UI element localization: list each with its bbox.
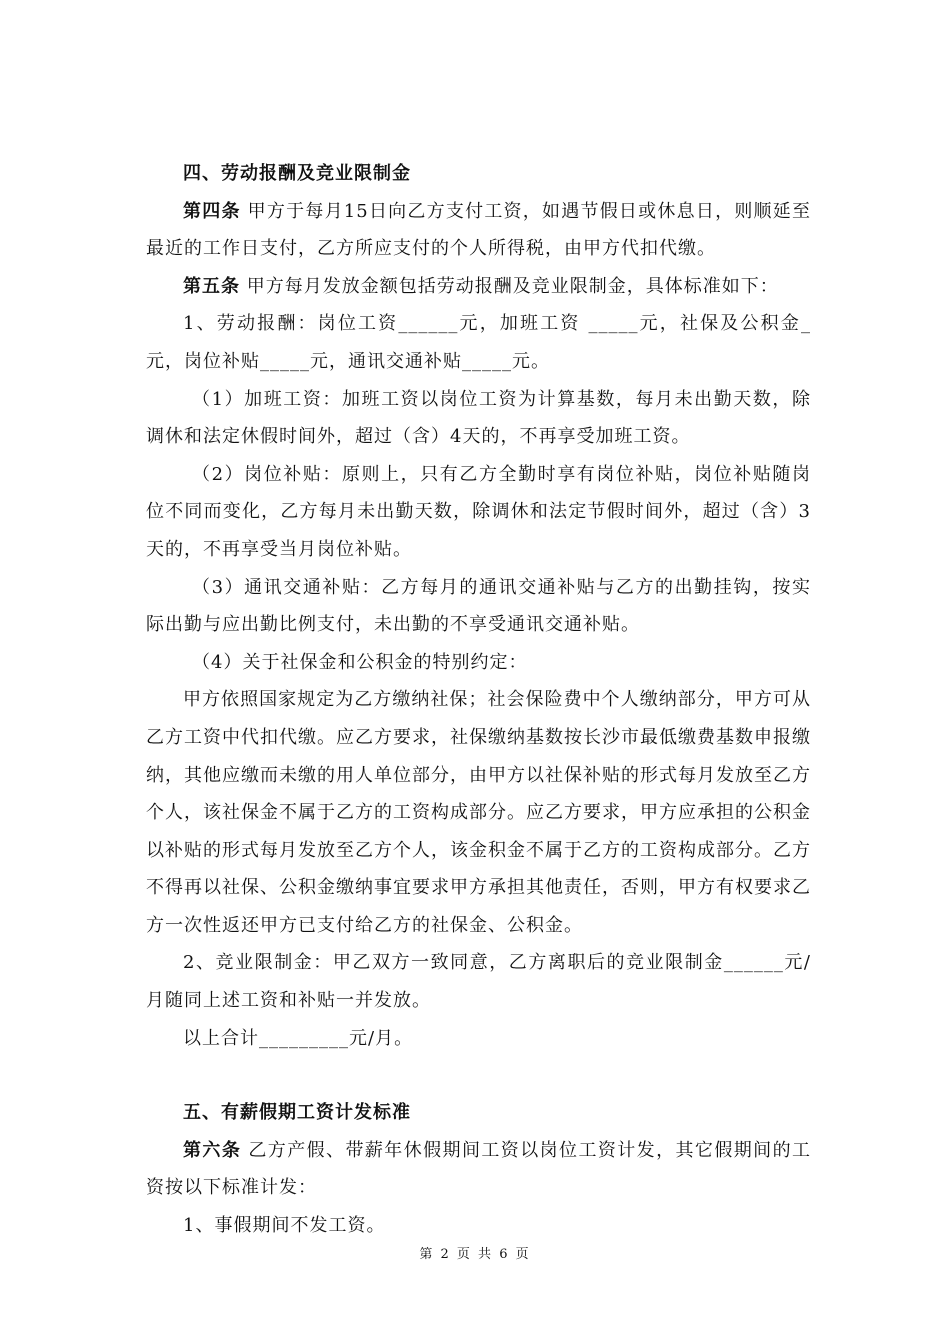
- item-personal-leave: 1、事假期间不发工资。: [183, 1215, 386, 1237]
- sub-transport-allowance: （3）通讯交通补贴：乙方每月的通讯交通补贴与乙方的出勤挂钩，按实际出勤与应出勤比例支付，未出勤的不享受通讯交通补贴。: [146, 576, 811, 636]
- section-gap: [146, 1057, 811, 1094]
- section-5-heading: 五、有薪假期工资计发标准: [183, 1102, 411, 1124]
- article-6-label: 第六条: [183, 1139, 242, 1161]
- sub-social-security-heading: （4）关于社保金和公积金的特别约定：: [192, 651, 528, 673]
- article-6: [146, 1132, 811, 1207]
- article-5: [146, 268, 811, 306]
- total-line: 以上合计_________元/月。: [183, 1027, 414, 1049]
- article-6-text: 乙方产假、带薪年休假期间工资以岗位工资计发，其它假期间的工资按以下标准计发：: [146, 1139, 812, 1199]
- sub-overtime-pay: （1）加班工资：加班工资以岗位工资为计算基数，每月未出勤天数，除调休和法定休假时间外，超过（含）4天的，不再享受加班工资。: [146, 388, 811, 448]
- article-5-text: 甲方每月发放金额包括劳动报酬及竞业限制金，具体标准如下：: [240, 275, 779, 297]
- item-non-compete-pay: 2、竞业限制金：甲乙双方一致同意，乙方离职后的竞业限制金______元/月随同上述工资和补贴一并发放。: [146, 952, 811, 1012]
- article-4: [146, 193, 811, 268]
- document-body: [146, 155, 811, 1245]
- article-4-label: 第四条: [183, 200, 241, 222]
- article-4-text: 甲方于每月15日向乙方支付工资，如遇节假日或休息日，则顺延至最近的工作日支付，乙方所应支付的个人所得税，由甲方代扣代缴。: [146, 200, 812, 260]
- article-5-label: 第五条: [183, 275, 240, 297]
- social-security-paragraph: 甲方依照国家规定为乙方缴纳社保；社会保险费中个人缴纳部分，甲方可从乙方工资中代扣代缴。应乙方要求，社保缴纳基数按长沙市最低缴费基数申报缴纳，其他应缴而未缴的用人单位部分，由甲方以社保补贴的形式每月发放至乙方个人，该社保金不属于乙方的工资构成部分。应乙方要求，甲方应承担的公积金以补贴的形式每月发放至乙方个人，该金积金不属于乙方的工资构成部分。乙方不得再以社保、公积金缴纳事宜要求甲方承担其他责任，否则，甲方有权要求乙方一次性返还甲方已支付给乙方的社保金、公积金。: [146, 689, 811, 936]
- sub-position-allowance: （2）岗位补贴：原则上，只有乙方全勤时享有岗位补贴，岗位补贴随岗位不同而变化，乙方每月未出勤天数，除调休和法定节假时间外，超过（含）3天的，不再享受当月岗位补贴。: [146, 463, 811, 560]
- item-labor-pay: 1、劳动报酬：岗位工资______元，加班工资 _____元，社保及公积金_元，岗位补贴_____元，通讯交通补贴_____元。: [146, 313, 811, 372]
- page-number-footer: 第 2 页 共 6 页: [419, 1247, 531, 1262]
- section-4-heading: 四、劳动报酬及竞业限制金: [183, 163, 411, 184]
